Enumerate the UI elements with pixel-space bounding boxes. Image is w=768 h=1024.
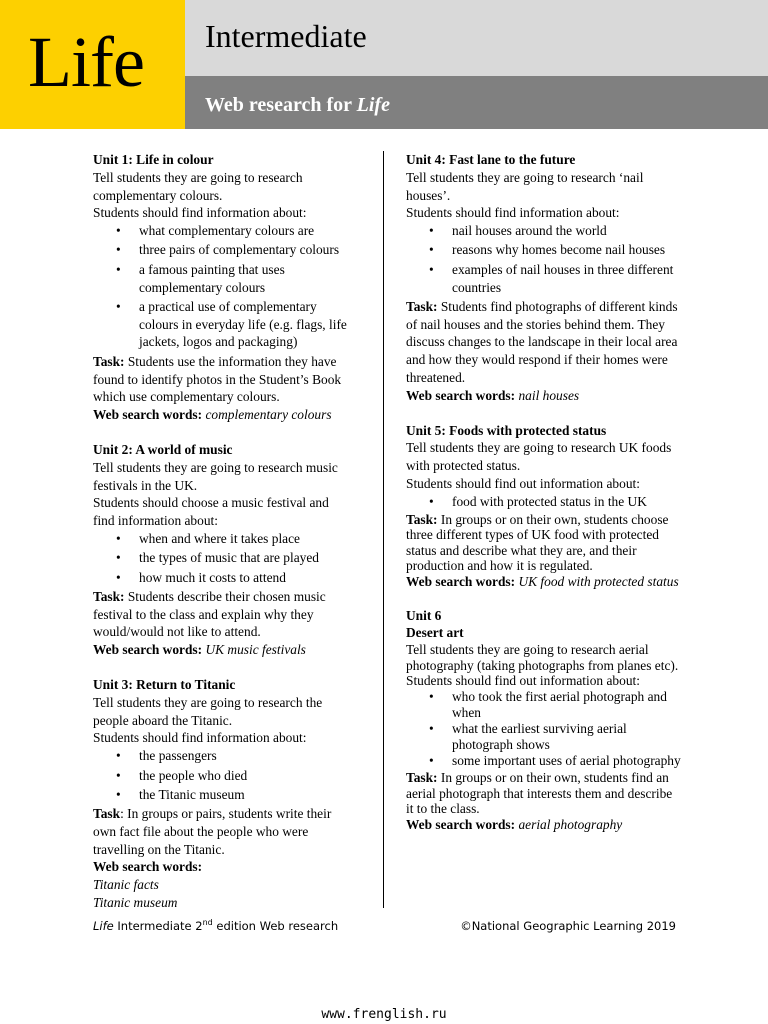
list-item: • a practical use of complementary colours in everyday life (e.g. flags, life jackets, logos and packaging) — [139, 298, 351, 351]
bullet-list — [93, 222, 351, 351]
subtitle-emphasis: Life — [356, 94, 390, 116]
left-column — [93, 151, 351, 929]
bullet-list — [406, 222, 682, 296]
level-title: Intermediate — [205, 18, 367, 54]
list-item: • three pairs of complementary colours — [139, 241, 351, 259]
list-item: • when and where it takes place — [139, 530, 351, 548]
unit-intro: Tell students they are going to research music festivals in the UK. — [93, 459, 338, 493]
list-item: • how much it costs to attend — [139, 569, 351, 587]
unit-6 — [406, 607, 682, 833]
unit-intro: Tell students they are going to research aerial photography (taking photographs from planes etc). — [406, 642, 679, 673]
search-words: Titanic facts — [93, 877, 159, 893]
unit-task — [406, 298, 682, 387]
unit-intro: Students should choose a music festival and find information about: — [93, 495, 329, 529]
task-text: Students describe their chosen music festival to the class and explain why they would/would not like to attend. — [93, 588, 326, 640]
logo-text: Life — [28, 22, 144, 102]
unit-title: Unit 5: Foods with protected status — [406, 422, 607, 438]
bullet-list — [406, 689, 682, 769]
footer-rest: edition Web research — [212, 919, 339, 933]
unit-intro: Tell students they are going to research UK foods with protected status. — [406, 440, 672, 474]
search-label: Web search words: — [93, 407, 206, 423]
task-label: Task: — [406, 511, 438, 527]
unit-subtitle: Desert art — [406, 625, 464, 641]
unit-intro: Tell students they are going to research complementary colours. — [93, 169, 303, 203]
unit-2 — [93, 441, 351, 659]
unit-5 — [406, 422, 682, 590]
bullet-list — [93, 530, 351, 586]
subtitle-band — [185, 76, 768, 129]
search-label: Web search words: — [406, 574, 519, 590]
search-words: nail houses — [518, 387, 580, 403]
unit-search — [93, 406, 351, 424]
unit-search — [406, 574, 682, 590]
unit-title: Unit 6 — [406, 607, 442, 623]
list-item: • what complementary colours are — [139, 222, 351, 240]
list-item: • food with protected status in the UK — [452, 493, 682, 511]
page-footer — [93, 917, 676, 937]
unit-task — [406, 512, 682, 574]
task-label: Task: — [93, 588, 125, 604]
unit-task — [93, 805, 351, 858]
list-item: • the people who died — [139, 767, 351, 785]
column-divider — [383, 151, 384, 908]
task-label: Task: — [406, 769, 438, 785]
unit-intro: Tell students they are going to research the people aboard the Titanic. — [93, 694, 323, 728]
list-item: • what the earliest surviving aerial photograph shows — [452, 721, 682, 752]
unit-search — [93, 641, 351, 659]
search-words: UK music festivals — [205, 642, 306, 658]
search-label: Web search words: — [406, 387, 519, 403]
unit-1 — [93, 151, 351, 424]
list-item: • who took the first aerial photograph and when — [452, 689, 682, 720]
unit-intro: Tell students they are going to research ‘nail houses’. — [406, 169, 644, 203]
footer-sup: nd — [202, 918, 213, 928]
footer-level: Intermediate 2 — [113, 919, 203, 933]
unit-intro: Students should find out information about: — [406, 476, 640, 492]
search-label: Web search words: — [406, 816, 519, 832]
task-label: Task: — [406, 298, 438, 314]
list-item: • the types of music that are played — [139, 549, 351, 567]
unit-title: Unit 1: Life in colour — [93, 152, 214, 167]
unit-intro: Students should find information about: — [93, 205, 307, 221]
unit-intro: Students should find information about: — [406, 205, 620, 221]
list-item: • reasons why homes become nail houses — [452, 241, 682, 259]
list-item: • the Titanic museum — [139, 786, 351, 804]
list-item: • nail houses around the world — [452, 222, 682, 240]
subtitle-prefix: Web research for — [205, 94, 357, 116]
unit-task — [406, 770, 682, 817]
unit-title: Unit 3: Return to Titanic — [93, 677, 236, 693]
unit-title: Unit 2: A world of music — [93, 441, 233, 457]
task-text: Students use the information they have found to identify photos in the Student’s Book which use complementary colours. — [93, 353, 342, 405]
life-logo — [0, 0, 185, 129]
footer-left — [93, 917, 338, 935]
unit-intro: Students should find information about: — [93, 730, 307, 746]
task-label: Task — [93, 806, 121, 822]
watermark: www.frenglish.ru — [321, 1007, 447, 1022]
task-label: Task: — [93, 353, 125, 369]
page-subtitle — [205, 92, 390, 118]
list-item: • examples of nail houses in three different countries — [452, 261, 682, 297]
task-text: In groups or on their own, students find an aerial photograph that interests them and describe it to the class. — [406, 769, 673, 817]
right-column — [406, 151, 682, 849]
search-label: Web search words: — [93, 642, 206, 658]
task-text: Students find photographs of different kinds of nail houses and the stories behind them. They discuss changes to the landscape in their local area and how they would respond if their homes were threatened. — [406, 298, 678, 386]
unit-intro: Students should find out information about: — [406, 673, 640, 689]
search-label: Web search words: — [93, 859, 203, 875]
bullet-list — [406, 493, 682, 511]
level-band — [185, 0, 768, 76]
list-item: • a famous painting that uses complementary colours — [139, 261, 351, 297]
footer-brand: Life — [93, 919, 114, 933]
task-text: : In groups or pairs, students write their own fact file about the people who were travelling on the Titanic. — [93, 806, 332, 857]
footer-copyright: ©National Geographic Learning 2019 — [460, 919, 676, 933]
unit-search — [406, 817, 682, 833]
bullet-list — [93, 747, 351, 803]
unit-task — [93, 588, 351, 641]
unit-4 — [406, 151, 682, 405]
unit-search — [406, 387, 682, 405]
search-words: Titanic museum — [93, 895, 178, 911]
search-words: UK food with protected status — [518, 574, 679, 590]
search-words: complementary colours — [205, 407, 332, 423]
list-item: • some important uses of aerial photography — [452, 753, 682, 769]
search-words: aerial photography — [518, 816, 623, 832]
unit-title: Unit 4: Fast lane to the future — [406, 152, 576, 167]
unit-3 — [93, 676, 351, 912]
list-item: • the passengers — [139, 747, 351, 765]
unit-task — [93, 353, 351, 406]
task-text: In groups or on their own, students choose three different types of UK food with protected status and describe what they are, and their production and how it is regulated. — [406, 511, 669, 574]
